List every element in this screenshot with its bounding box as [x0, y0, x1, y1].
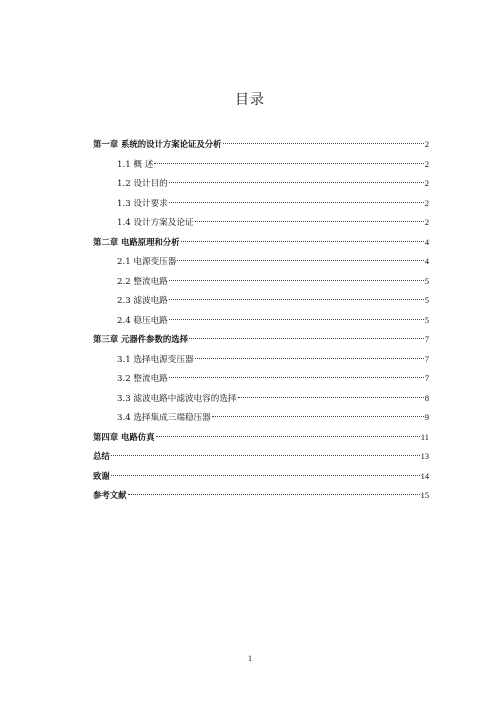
page-number: 1: [248, 654, 252, 663]
toc-chapter-entry[interactable]: [93, 486, 429, 506]
page-title: 目录: [235, 92, 265, 108]
toc-section-entry[interactable]: [93, 194, 429, 214]
dot-leader: [238, 397, 424, 398]
dot-leader: [223, 143, 424, 144]
dot-leader: [169, 319, 424, 320]
toc-entry-page-number: 7: [424, 335, 429, 344]
dot-leader: [169, 182, 424, 183]
toc-chapter-entry[interactable]: [93, 467, 429, 487]
toc-entry-label: 1.4 设计方案及论证: [117, 218, 194, 228]
toc-entry-page-number: 2: [424, 178, 429, 188]
toc-entry-page-number: 5: [424, 295, 429, 305]
toc-entry-label: 3.4 选择集成三端稳压器: [117, 413, 211, 423]
toc-section-entry[interactable]: [93, 174, 429, 194]
toc-entry-page-number: 9: [424, 412, 429, 422]
toc-section-entry[interactable]: [93, 213, 429, 233]
toc-entry-page-number: 7: [424, 373, 429, 383]
toc-entry-label: 第四章 电路仿真: [93, 431, 155, 442]
toc-entry-page-number: 2: [424, 140, 429, 149]
toc-entry-page-number: 8: [424, 392, 429, 403]
toc-entry-label: 3.1 选择电源变压器: [117, 354, 194, 365]
dot-leader: [111, 475, 420, 476]
dot-leader: [156, 436, 420, 437]
toc-entry-page-number: 7: [424, 353, 429, 364]
toc-entry-label: 1.2 设计目的: [117, 179, 168, 189]
toc-entry-label: 2.4 稳压电路: [117, 315, 168, 326]
toc-section-entry[interactable]: [93, 311, 429, 331]
dot-leader: [195, 358, 424, 359]
toc-entry-label: 第一章 系统的设计方案论证及分析: [93, 139, 222, 149]
dot-leader: [169, 377, 424, 378]
toc-chapter-entry[interactable]: [93, 135, 429, 155]
toc-entry-page-number: 13: [420, 452, 429, 461]
toc-entry-page-number: 2: [424, 217, 429, 227]
toc-entry-page-number: 2: [424, 197, 429, 208]
toc-section-entry[interactable]: [93, 291, 429, 311]
dot-leader: [181, 241, 424, 242]
toc-entry-label: 1.1 概 述: [117, 159, 154, 170]
toc-entry-label: 总结: [93, 451, 110, 461]
toc-entry-page-number: 15: [420, 491, 429, 500]
table-of-contents: [93, 135, 429, 506]
toc-entry-label: 第二章 电路原理和分析: [93, 236, 180, 247]
toc-section-entry[interactable]: [93, 369, 429, 389]
toc-entry-page-number: 4: [424, 237, 429, 247]
toc-entry-page-number: 14: [420, 471, 429, 481]
toc-entry-label: 2.3 滤波电路: [117, 296, 168, 306]
toc-section-entry[interactable]: [93, 272, 429, 292]
toc-entry-label: 第三章 元器件参数的选择: [93, 334, 189, 344]
dot-leader: [154, 163, 423, 164]
toc-chapter-entry[interactable]: [93, 428, 429, 448]
toc-entry-page-number: 5: [424, 314, 429, 325]
toc-entry-label: 2.1 电源变压器: [117, 257, 177, 267]
dot-leader: [169, 202, 424, 203]
toc-entry-label: 2.2 整流电路: [117, 276, 168, 287]
toc-entry-label: 1.3 设计要求: [117, 198, 168, 209]
dot-leader: [177, 260, 423, 261]
toc-chapter-entry[interactable]: [93, 233, 429, 253]
dot-leader: [169, 299, 424, 300]
dot-leader: [195, 221, 424, 222]
toc-entry-label: 参考文献: [93, 490, 127, 500]
toc-section-entry[interactable]: [93, 389, 429, 409]
toc-section-entry[interactable]: [93, 350, 429, 370]
toc-entry-page-number: 4: [424, 256, 429, 266]
dot-leader: [169, 280, 424, 281]
dot-leader: [111, 455, 420, 456]
toc-entry-page-number: 5: [424, 275, 429, 286]
toc-entry-page-number: 2: [424, 158, 429, 169]
toc-section-entry[interactable]: [93, 252, 429, 272]
toc-entry-label: 3.3 滤波电路中滤波电容的选择: [117, 393, 237, 404]
dot-leader: [212, 416, 424, 417]
toc-entry-label: 3.2 整流电路: [117, 374, 168, 384]
toc-entry-page-number: 11: [420, 432, 429, 442]
toc-section-entry[interactable]: [93, 408, 429, 428]
toc-chapter-entry[interactable]: [93, 447, 429, 467]
dot-leader: [128, 494, 420, 495]
toc-entry-label: 致谢: [93, 470, 110, 481]
dot-leader: [189, 338, 424, 339]
toc-chapter-entry[interactable]: [93, 330, 429, 350]
toc-section-entry[interactable]: [93, 155, 429, 175]
